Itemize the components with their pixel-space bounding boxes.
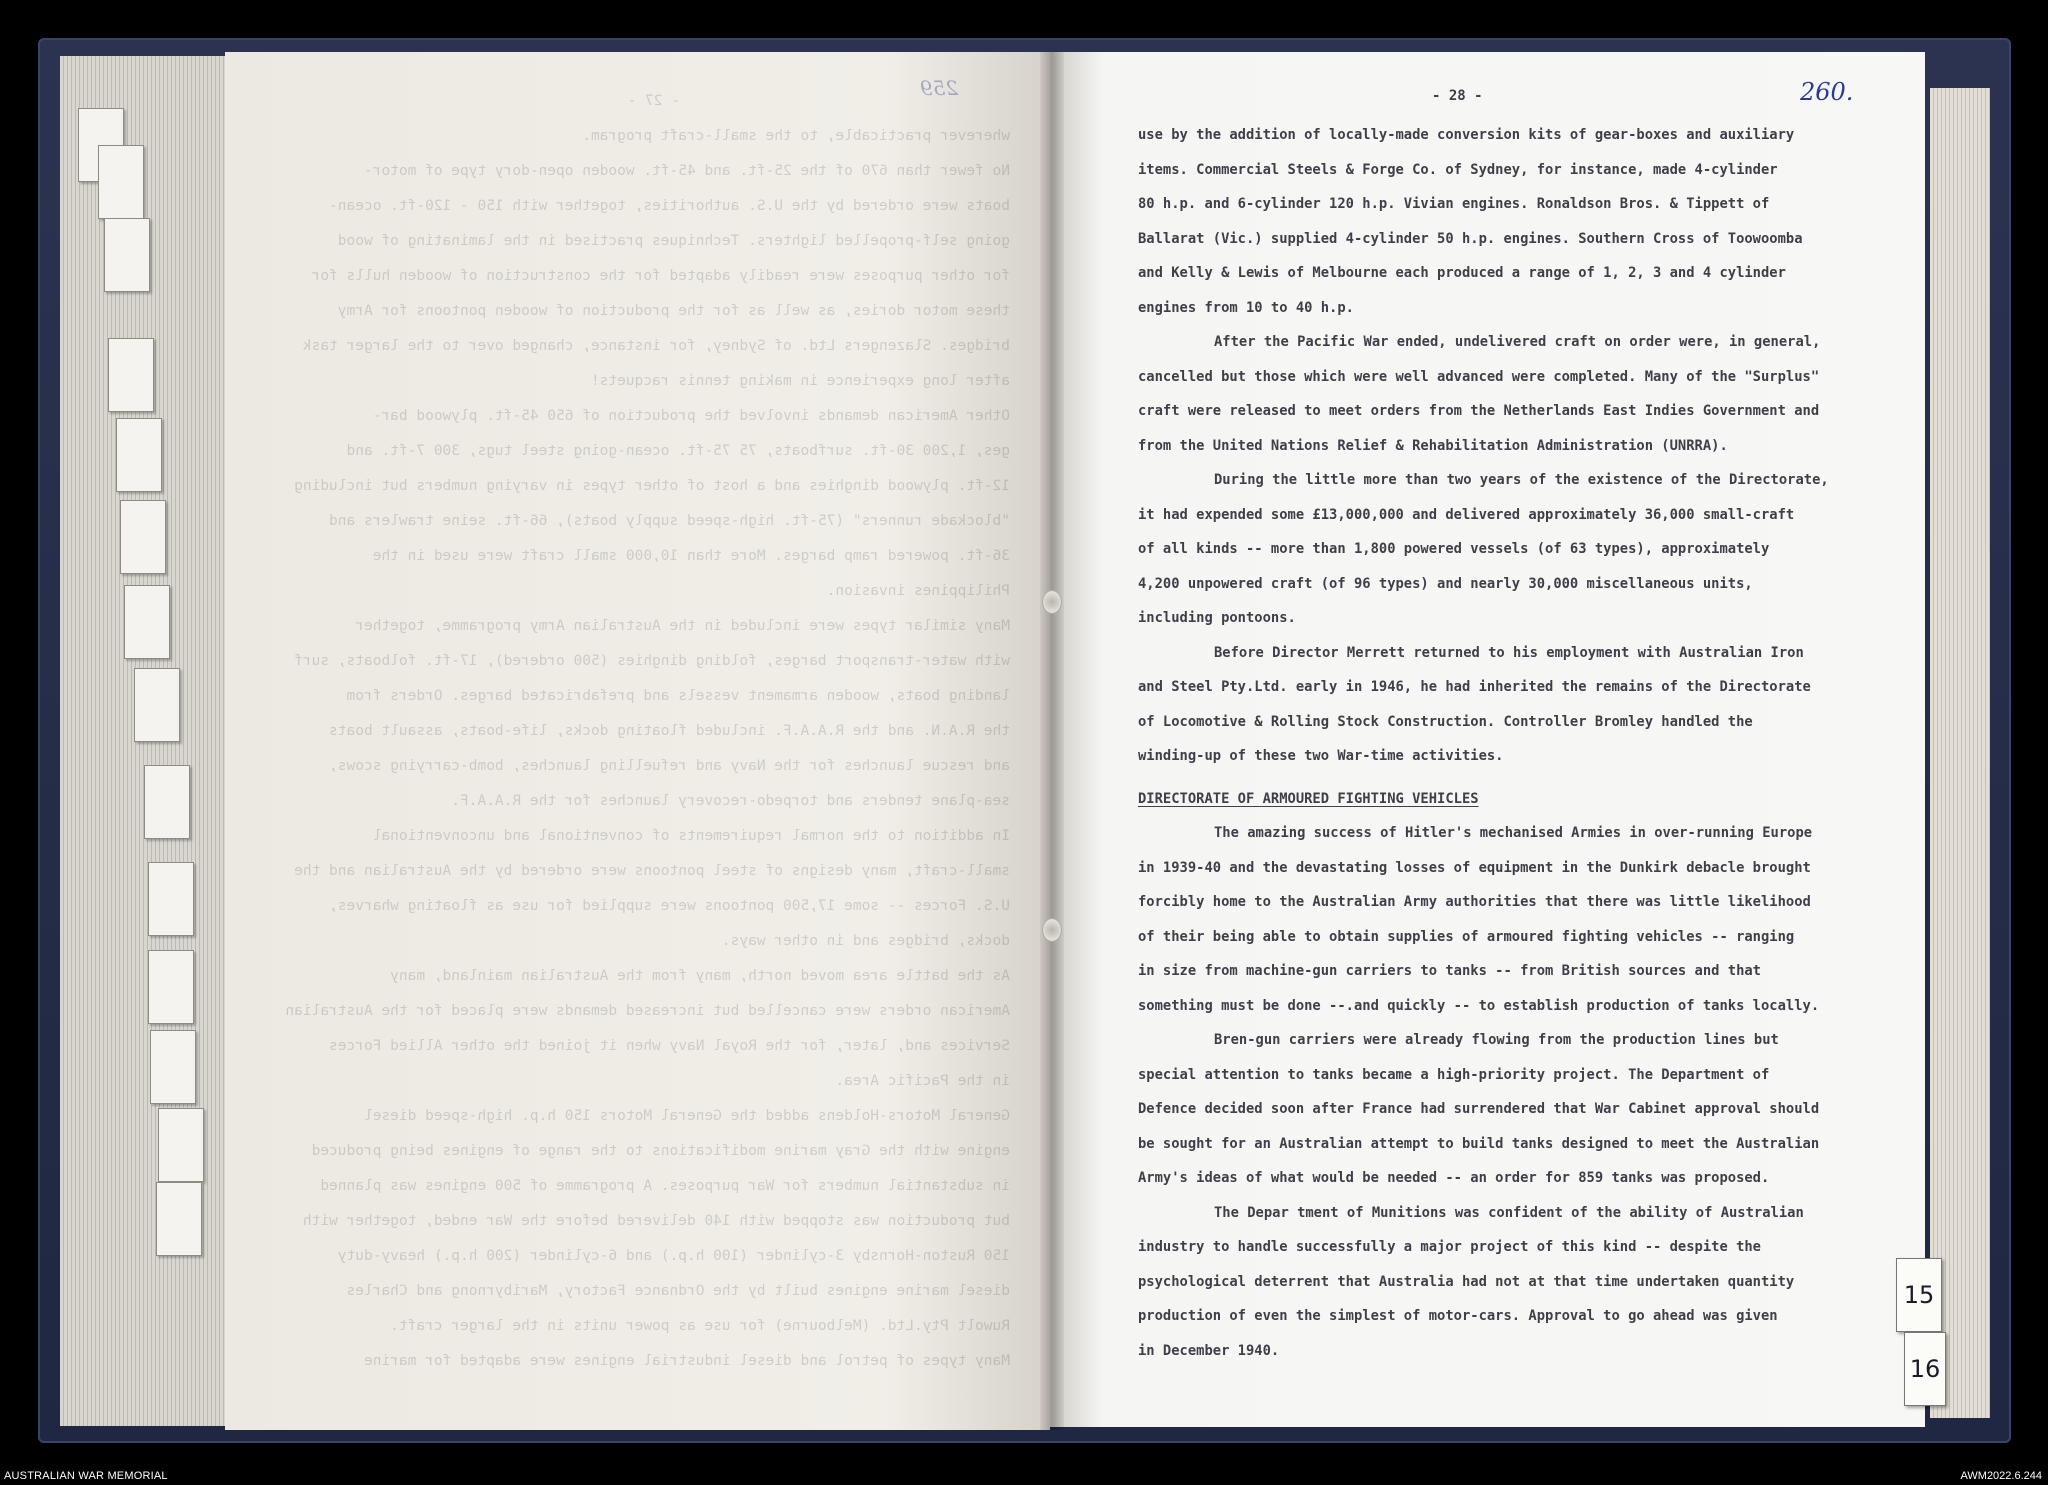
left-page-line: General Motors-Holdens added the General Motors 150 h.p. high-speed diesel — [363, 1108, 1010, 1124]
body-line: of their being able to obtain supplies of armoured fighting vehicles -- ranging — [1138, 928, 1795, 945]
left-page-line: but production was stopped with 140 delivered before the War ended, together with — [302, 1213, 1010, 1229]
left-page-line: boats were ordered by the U.S. authorities, together with 150 - 120-ft. ocean- — [329, 198, 1010, 214]
body-line: After the Pacific War ended, undelivered craft on order were, in general, — [1214, 334, 1821, 350]
body-line: 80 h.p. and 6-cylinder 120 h.p. Vivian engines. Ronaldson Bros. & Tippett of — [1138, 196, 1770, 212]
left-page-line: Ruwolt Pty.Ltd. (Melbourne) for use as power units in the larger craft. — [390, 1318, 1010, 1334]
body-line: use by the addition of locally-made conversion kits of gear-boxes and auxiliary — [1138, 127, 1795, 143]
right-page-stack — [1930, 88, 1990, 1418]
left-page-line: with water-transport barges, folding dinghies (500 ordered), 17-ft. folboats, surf — [294, 653, 1010, 669]
right-page-paragraphs-after-heading — [1138, 816, 1878, 1368]
body-line: During the little more than two years of the existence of the Directorate, — [1214, 472, 1829, 488]
body-line: psychological deterrent that Australia had not at that time undertaken quantity — [1138, 1273, 1795, 1290]
right-page-paragraphs-before-heading — [1138, 118, 1878, 774]
body-line: cancelled but those which were well advanced were completed. Many of the "Surplus" — [1138, 368, 1820, 385]
left-page-lines — [250, 119, 1010, 1379]
left-page-bleed-through-text — [250, 84, 1010, 1379]
body-line: Bren-gun carriers were already flowing from the production lines but — [1214, 1032, 1779, 1048]
body-line: winding-up of these two War-time activities. — [1138, 748, 1504, 764]
body-line: and Steel Pty.Ltd. early in 1946, he had inherited the remains of the Directorate — [1138, 679, 1811, 695]
index-tab — [120, 500, 166, 574]
left-page-line: ges, 1,200 30-ft. surfboats, 75 75-ft. ocean-going steel tugs, 300 7-ft. and — [346, 443, 1010, 459]
binding-hole-bottom — [1042, 918, 1062, 942]
left-page-line: diesel marine engines built by the Ordnance Factory, Maribyrnong and Charles — [346, 1283, 1010, 1299]
index-tab — [156, 1182, 202, 1256]
left-page-line: for other purposes were readily adapted for the construction of wooden hulls for — [311, 268, 1010, 284]
left-page-line: Many similar types were included in the Australian Army programme, together — [355, 618, 1010, 634]
left-page-line: "blockade runners" (75-ft. high-speed supply boats), 66-ft. seine trawlers and — [329, 513, 1010, 529]
sticky-tab-15: 15 — [1896, 1258, 1942, 1332]
left-page-line: landing boats, wooden armament vessels and prefabricated barges. Orders from — [346, 688, 1010, 704]
left-page-line: Many types of petrol and diesel industrial engines were adapted for marine — [363, 1353, 1010, 1369]
body-line: Ballarat (Vic.) supplied 4-cylinder 50 h.p. engines. Southern Cross of Toowoomba — [1138, 230, 1803, 247]
left-page-line: In addition to the normal requirements of conventional and unconventional — [372, 828, 1010, 844]
body-line: something must be done --.and quickly -- to establish production of tanks locally. — [1138, 997, 1820, 1014]
body-line: of Locomotive & Rolling Stock Construction. Controller Bromley handled the — [1138, 713, 1753, 730]
body-line: industry to handle successfully a major project of this kind -- despite the — [1138, 1239, 1761, 1255]
body-line: in 1939-40 and the devastating losses of equipment in the Dunkirk debacle brought — [1138, 859, 1811, 876]
body-line: it had expended some £13,000,000 and delivered approximately 36,000 small-craft — [1138, 506, 1795, 523]
body-line: Army's ideas of what would be needed -- an order for 859 tanks was proposed. — [1138, 1170, 1770, 1186]
left-page-line: in the Pacific Area. — [835, 1073, 1010, 1089]
left-page-line: Other American demands involved the production of 650 45-ft. plywood bar- — [372, 408, 1010, 424]
body-line: engines from 10 to 40 h.p. — [1138, 299, 1354, 316]
left-page-number: - 27 - — [627, 93, 680, 109]
left-page-line: docks, bridges and in other ways. — [721, 933, 1010, 949]
body-line: of all kinds -- more than 1,800 powered vessels (of 63 types), approximately — [1138, 541, 1770, 557]
right-page-body — [1138, 118, 1878, 1368]
body-line: from the United Nations Relief & Rehabilitation Administration (UNRRA). — [1138, 437, 1728, 454]
index-tab — [148, 862, 194, 936]
footer-accession-number: AWM2022.6.244 — [1960, 1470, 2042, 1482]
left-page-line: No fewer than 670 of the 25-ft. and 45-ft. wooden open-dory type of motor- — [363, 163, 1010, 179]
index-tab — [150, 1030, 196, 1104]
body-line: in size from machine-gun carriers to tanks -- from British sources and that — [1138, 963, 1761, 979]
right-page-annotation: 260. — [1800, 78, 1854, 106]
left-page-line: after long experience in making tennis racquets! — [590, 373, 1010, 389]
section-heading: DIRECTORATE OF ARMOURED FIGHTING VEHICLES — [1138, 790, 1479, 807]
left-page-line: sea-plane tenders and torpedo-recovery launches for the R.A.A.F. — [451, 793, 1010, 809]
left-page-line: Philippines invasion. — [826, 583, 1010, 599]
left-page-line: wherever practicable, to the small-craft program. — [582, 128, 1010, 144]
left-page-line: 150 Ruston-Hornsby 3-cylinder (100 h.p.) and 6-cylinder (200 h.p.) heavy-duty — [337, 1248, 1010, 1264]
left-page-line: these motor dories, as well as for the production of wooden pontoons for Army — [337, 303, 1010, 319]
body-line: special attention to tanks became a high-priority project. The Department of — [1138, 1066, 1770, 1083]
left-page-line: As the battle area moved north, many from the Australian mainland, many — [390, 968, 1010, 984]
left-page-line: Services and, later, for the Royal Navy when it joined the other Allied Forces — [329, 1038, 1010, 1054]
index-tab — [134, 668, 180, 742]
left-page-line: 36-ft. powered ramp barges. More than 10,000 small craft were used in the — [372, 548, 1010, 564]
body-line: Defence decided soon after France had surrendered that War Cabinet approval should — [1138, 1101, 1820, 1117]
left-page-line: bridges. Slazengers Ltd. of Sydney, for instance, changed over to the larger task — [302, 338, 1010, 354]
left-page-line: engine with the Gray marine modifications to the range of engines being produced — [311, 1143, 1010, 1159]
index-tab — [158, 1108, 204, 1182]
index-tab — [98, 145, 144, 219]
sticky-tab-16: 16 — [1904, 1332, 1946, 1406]
footer-institution: AUSTRALIAN WAR MEMORIAL — [4, 1470, 168, 1482]
binding-hole-top — [1042, 590, 1062, 614]
left-page-annotation: 259 — [920, 76, 959, 100]
left-page-line: in substantial numbers for War purposes. A programme of 500 engines was planned — [320, 1178, 1010, 1194]
body-line: and Kelly & Lewis of Melbourne each produced a range of 1, 2, 3 and 4 cylinder — [1138, 265, 1786, 281]
body-line: The amazing success of Hitler's mechanised Armies in over-running Europe — [1214, 825, 1813, 841]
index-tab — [116, 418, 162, 492]
body-line: craft were released to meet orders from the Netherlands East Indies Government and — [1138, 403, 1820, 419]
body-line: forcibly home to the Australian Army authorities that there was little likelihood — [1138, 894, 1811, 910]
index-tab — [148, 950, 194, 1024]
page-gutter — [1040, 52, 1064, 1430]
body-line: The Depar tment of Munitions was confident of the ability of Australian — [1214, 1204, 1804, 1221]
left-page-line: 12-ft. plywood dinghies and a host of other types in varying numbers but including — [294, 478, 1010, 494]
left-page-line: small-craft, many designs of steel pontoons were ordered by the Australian and the — [294, 863, 1010, 879]
left-page-line: the R.A.N. and the R.A.A.F. included floating docks, life-boats, assault boats — [329, 723, 1010, 739]
index-tab — [144, 765, 190, 839]
left-page-line: and rescue launches for the Navy and refuelling launches, bomb-carrying scows, — [329, 758, 1010, 774]
body-line: production of even the simplest of motor-cars. Approval to go ahead was given — [1138, 1308, 1778, 1324]
left-page-line: U.S. Forces -- some 17,500 pontoons were supplied for use as floating wharves, — [329, 898, 1010, 914]
body-line: including pontoons. — [1138, 610, 1296, 626]
body-line: in December 1940. — [1138, 1342, 1280, 1359]
left-page-line: American orders were cancelled but increased demands were placed for the Australian — [285, 1003, 1010, 1019]
body-line: be sought for an Australian attempt to build tanks designed to meet the Australian — [1138, 1135, 1820, 1152]
index-tab — [104, 218, 150, 292]
right-page-number: - 28 - — [1432, 88, 1483, 104]
index-tab — [124, 585, 170, 659]
body-line: 4,200 unpowered craft (of 96 types) and nearly 30,000 miscellaneous units, — [1138, 575, 1753, 592]
index-tab — [108, 338, 154, 412]
body-line: Before Director Merrett returned to his employment with Australian Iron — [1214, 644, 1804, 661]
left-page-line: going self-propelled lighters. Techniques practised in the laminating of wood — [337, 233, 1010, 249]
body-line: items. Commercial Steels & Forge Co. of Sydney, for instance, made 4-cylinder — [1138, 161, 1778, 178]
